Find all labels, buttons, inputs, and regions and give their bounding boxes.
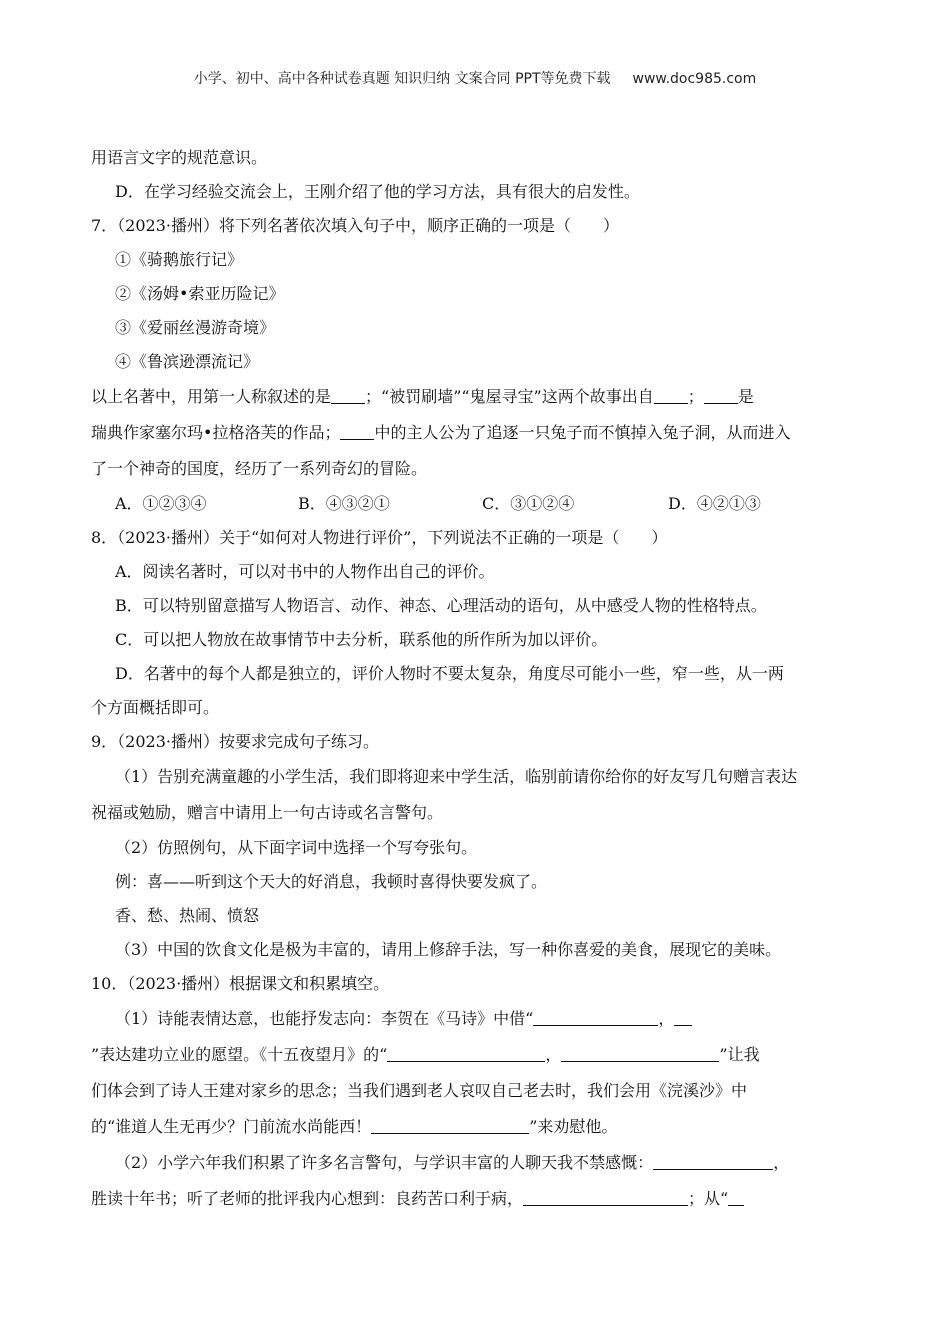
q9-words: 香、愁、热闹、愤怒 — [115, 906, 260, 925]
q7-p1d: 是 — [737, 387, 754, 406]
q7-item-1: ①《骑鹅旅行记》 — [115, 250, 244, 269]
question-10: 10．（2023·播州）根据课文和积累填空。 — [91, 974, 390, 993]
blank[interactable] — [340, 423, 374, 440]
header-text: 小学、初中、高中各种试卷真题 知识归纳 文案合同 PPT等免费下载 — [193, 71, 611, 87]
blank[interactable] — [561, 1045, 719, 1062]
blank[interactable] — [387, 1045, 545, 1062]
q8-option-d-cont: 个方面概括即可。 — [91, 698, 220, 717]
blank[interactable] — [331, 387, 365, 404]
q10-part-1-line-2 — [91, 1037, 871, 1073]
q10-part-2-line-1 — [91, 1145, 871, 1181]
q7-p1a: 以上名著中，用第一人称叙述的是 — [91, 387, 332, 406]
q7-p1b: ；“被罚刷墙”“鬼屋寻宝”这两个故事出自 — [365, 387, 654, 406]
q7-p1c: ； — [687, 387, 704, 406]
blank[interactable] — [523, 1189, 688, 1206]
blank[interactable] — [653, 1153, 773, 1170]
q9-part-2: （2）仿照例句，从下面字词中选择一个写夸张句。 — [115, 838, 478, 857]
blank[interactable] — [654, 387, 688, 404]
q8-option-d[interactable]: D．名著中的每个人都是独立的，评价人物时不要太复杂，角度尽可能小一些，窄一些，从一两 — [115, 664, 784, 683]
q10-1a: （1）诗能表情达意，也能抒发志向：李贺在《马诗》中借“ — [115, 1009, 534, 1028]
q7-option-b[interactable]: B．④③②① — [298, 494, 390, 513]
document-body — [91, 141, 871, 1217]
q7-option-d[interactable]: D．④②①③ — [668, 494, 761, 513]
q7-item-4: ④《鲁滨逊漂流记》 — [115, 352, 260, 371]
q7-passage-line-1 — [91, 379, 871, 415]
blank[interactable] — [728, 1189, 744, 1206]
blank[interactable] — [371, 1117, 529, 1134]
q10-part-1-line-4 — [91, 1109, 871, 1145]
q10-2a-end: ， — [773, 1153, 790, 1172]
q10-2a: （2）小学六年我们积累了许多名言警句，与学识丰富的人聊天我不禁感慨： — [115, 1153, 654, 1172]
q7-option-a[interactable]: A．①②③④ — [115, 494, 207, 513]
q9-part-1-cont: 祝福或勉励，赠言中请用上一句古诗或名言警句。 — [91, 803, 444, 822]
blank[interactable] — [674, 1009, 692, 1026]
header-site: www.doc985.com — [632, 71, 757, 87]
q8-option-a[interactable]: A．阅读名著时，可以对书中的人物作出自己的评价。 — [115, 562, 495, 581]
q7-option-c[interactable]: C．③①②④ — [482, 494, 575, 513]
q7-passage-line-3: 了一个神奇的国度，经历了一系列奇幻的冒险。 — [91, 459, 428, 478]
blank[interactable] — [533, 1009, 658, 1026]
q10-1d-end: ”来劝慰他。 — [529, 1117, 618, 1136]
q10-1b-start: ”表达建功立业的愿望。《十五夜望月》的“ — [91, 1045, 388, 1064]
q10-1b-comma: ， — [545, 1045, 562, 1064]
blank[interactable] — [704, 387, 738, 404]
question-9: 9．（2023·播州）按要求完成句子练习。 — [91, 732, 379, 751]
q7-item-3: ③《爱丽丝漫游奇境》 — [115, 318, 276, 337]
q6-option-d: D．在学习经验交流会上，王刚介绍了他的学习方法，具有很大的启发性。 — [115, 182, 640, 201]
q7-options — [91, 487, 871, 521]
q7-p2a: 瑞典作家塞尔玛•拉格洛芙的作品； — [91, 423, 341, 442]
line-1: 用语言文字的规范意识。 — [91, 148, 268, 167]
q9-example: 例：喜——听到这个天大的好消息，我顿时喜得快要发疯了。 — [115, 872, 548, 891]
question-8: 8．（2023·播州）关于“如何对人物进行评价”，下列说法不正确的一项是（ ） — [91, 528, 668, 547]
q10-2b-end: ；从“ — [688, 1189, 729, 1208]
q10-1d-start: 的“谁道人生无再少？门前流水尚能西！ — [91, 1117, 372, 1136]
q8-option-b[interactable]: B．可以特别留意描写人物语言、动作、神态、心理活动的语句，从中感受人物的性格特点。 — [115, 596, 767, 615]
q10-part-1-line-1 — [91, 1001, 871, 1037]
page-header — [0, 68, 950, 88]
q10-2b: 胜读十年书；听了老师的批评我内心想到：良药苦口利于病， — [91, 1189, 524, 1208]
q7-stem: 7．（2023·播州）将下列名著依次填入句子中，顺序正确的一项是（ ） — [91, 216, 619, 235]
q7-item-2: ②《汤姆•索亚历险记》 — [115, 284, 285, 303]
q10-part-1-line-3: 们体会到了诗人王建对家乡的思念；当我们遇到老人哀叹自己老去时，我们会用《浣溪沙》中 — [91, 1081, 748, 1100]
q8-option-c[interactable]: C．可以把人物放在故事情节中去分析，联系他的所作所为加以评价。 — [115, 630, 608, 649]
q9-part-3: （3）中国的饮食文化是极为丰富的，请用上修辞手法，写一种你喜爱的美食，展现它的美味。 — [115, 940, 782, 959]
q10-1b-end: ”让我 — [719, 1045, 760, 1064]
q9-part-1: （1）告别充满童趣的小学生活，我们即将迎来中学生活，临别前请你给你的好友写几句赠言表达 — [115, 767, 798, 786]
q7-passage-line-2 — [91, 415, 871, 451]
q10-part-2-line-2 — [91, 1181, 871, 1217]
q10-1a-comma: ， — [658, 1009, 675, 1028]
question-7 — [91, 209, 871, 243]
q7-p2b: 中的主人公为了追逐一只兔子而不慎掉入兔子洞，从而进入 — [374, 423, 791, 442]
